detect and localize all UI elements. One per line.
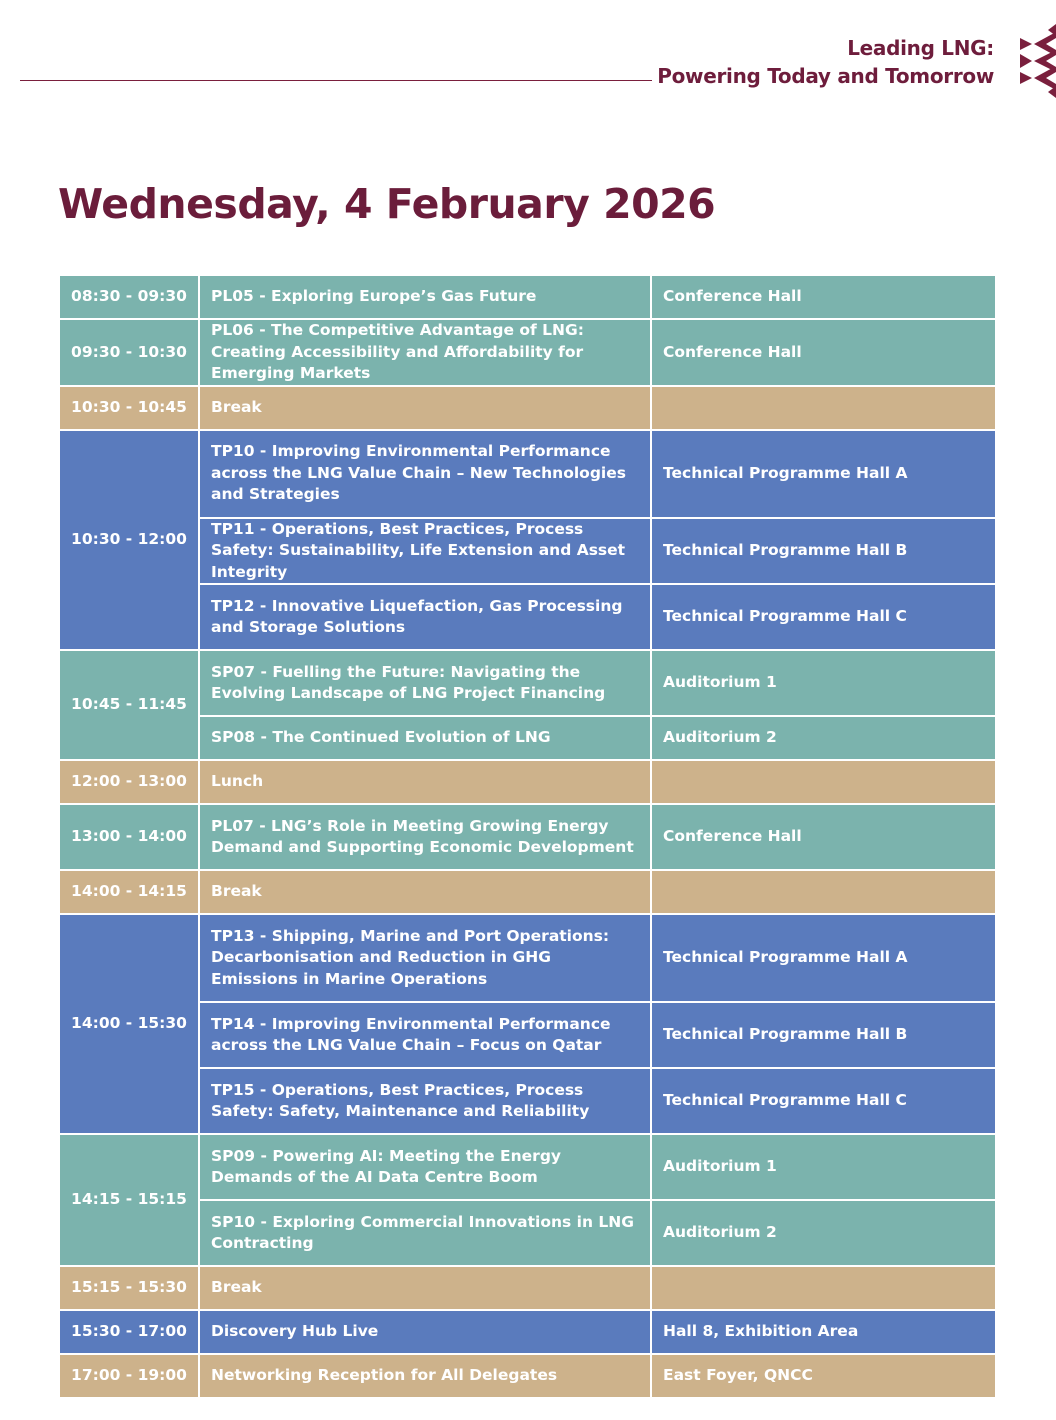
session-title: TP10 - Improving Environmental Performance across the LNG Value Chain – New Technologies and Strategies [199, 430, 651, 518]
schedule-row [59, 1310, 996, 1354]
session-venue: Auditorium 2 [651, 716, 996, 760]
schedule-row [59, 1002, 996, 1068]
session-venue: Technical Programme Hall A [651, 430, 996, 518]
time-slot: 14:00 - 15:30 [59, 914, 199, 1134]
session-title: Break [199, 386, 651, 430]
time-slot: 10:45 - 11:45 [59, 650, 199, 760]
session-venue: Conference Hall [651, 804, 996, 870]
schedule-row [59, 430, 996, 518]
session-venue: Auditorium 1 [651, 1134, 996, 1200]
session-venue: East Foyer, QNCC [651, 1354, 996, 1398]
time-slot: 12:00 - 13:00 [59, 760, 199, 804]
qatar-diamond-pattern-icon [1020, 24, 1056, 98]
time-slot: 14:00 - 14:15 [59, 870, 199, 914]
session-title: Discovery Hub Live [199, 1310, 651, 1354]
session-venue: Technical Programme Hall C [651, 1068, 996, 1134]
session-title: TP14 - Improving Environmental Performance across the LNG Value Chain – Focus on Qatar [199, 1002, 651, 1068]
session-title: Networking Reception for All Delegates [199, 1354, 651, 1398]
session-venue [651, 1266, 996, 1310]
session-venue: Auditorium 2 [651, 1200, 996, 1266]
schedule-row [59, 650, 996, 716]
time-slot: 13:00 - 14:00 [59, 804, 199, 870]
session-title: SP10 - Exploring Commercial Innovations in LNG Contracting [199, 1200, 651, 1266]
time-slot: 15:15 - 15:30 [59, 1266, 199, 1310]
session-title: SP09 - Powering AI: Meeting the Energy Demands of the AI Data Centre Boom [199, 1134, 651, 1200]
session-title: SP08 - The Continued Evolution of LNG [199, 716, 651, 760]
session-venue: Technical Programme Hall C [651, 584, 996, 650]
time-slot: 14:15 - 15:15 [59, 1134, 199, 1266]
session-venue: Conference Hall [651, 275, 996, 319]
session-venue: Conference Hall [651, 319, 996, 386]
time-slot: 08:30 - 09:30 [59, 275, 199, 319]
session-title: PL06 - The Competitive Advantage of LNG: Creating Accessibility and Affordability for Emerging Markets [199, 319, 651, 386]
schedule-row [59, 275, 996, 319]
session-title: Break [199, 1266, 651, 1310]
session-venue [651, 386, 996, 430]
schedule-row [59, 1266, 996, 1310]
time-slot: 09:30 - 10:30 [59, 319, 199, 386]
session-venue: Technical Programme Hall A [651, 914, 996, 1002]
schedule-row [59, 584, 996, 650]
session-venue: Technical Programme Hall B [651, 1002, 996, 1068]
tagline-line-1: Leading LNG: [847, 36, 994, 60]
schedule-row [59, 1354, 996, 1398]
session-title: SP07 - Fuelling the Future: Navigating the Evolving Landscape of LNG Project Financing [199, 650, 651, 716]
schedule-row [59, 1134, 996, 1200]
session-venue: Auditorium 1 [651, 650, 996, 716]
schedule-row [59, 1068, 996, 1134]
session-title: Break [199, 870, 651, 914]
session-venue: Hall 8, Exhibition Area [651, 1310, 996, 1354]
schedule-row [59, 319, 996, 386]
schedule-row [59, 804, 996, 870]
schedule-row [59, 760, 996, 804]
session-title: PL05 - Exploring Europe’s Gas Future [199, 275, 651, 319]
header-divider [20, 80, 652, 81]
schedule-row [59, 870, 996, 914]
session-title: PL07 - LNG’s Role in Meeting Growing Energy Demand and Supporting Economic Development [199, 804, 651, 870]
schedule-row [59, 914, 996, 1002]
tagline-line-2: Powering Today and Tomorrow [657, 64, 994, 88]
session-title: TP11 - Operations, Best Practices, Process Safety: Sustainability, Life Extension and Asset Integrity [199, 518, 651, 585]
schedule-row [59, 518, 996, 585]
time-slot: 10:30 - 10:45 [59, 386, 199, 430]
time-slot: 15:30 - 17:00 [59, 1310, 199, 1354]
time-slot: 10:30 - 12:00 [59, 430, 199, 651]
schedule-row [59, 386, 996, 430]
session-title: TP15 - Operations, Best Practices, Process Safety: Safety, Maintenance and Reliability [199, 1068, 651, 1134]
session-title: Lunch [199, 760, 651, 804]
session-venue: Technical Programme Hall B [651, 518, 996, 585]
schedule-row [59, 716, 996, 760]
session-title: TP12 - Innovative Liquefaction, Gas Processing and Storage Solutions [199, 584, 651, 650]
time-slot: 17:00 - 19:00 [59, 1354, 199, 1398]
session-venue [651, 760, 996, 804]
schedule-table [58, 274, 997, 1399]
event-tagline [657, 34, 994, 90]
session-title: TP13 - Shipping, Marine and Port Operations: Decarbonisation and Reduction in GHG Emissions in Marine Operations [199, 914, 651, 1002]
session-venue [651, 870, 996, 914]
schedule-row [59, 1200, 996, 1266]
day-title: Wednesday, 4 February 2026 [58, 180, 716, 228]
